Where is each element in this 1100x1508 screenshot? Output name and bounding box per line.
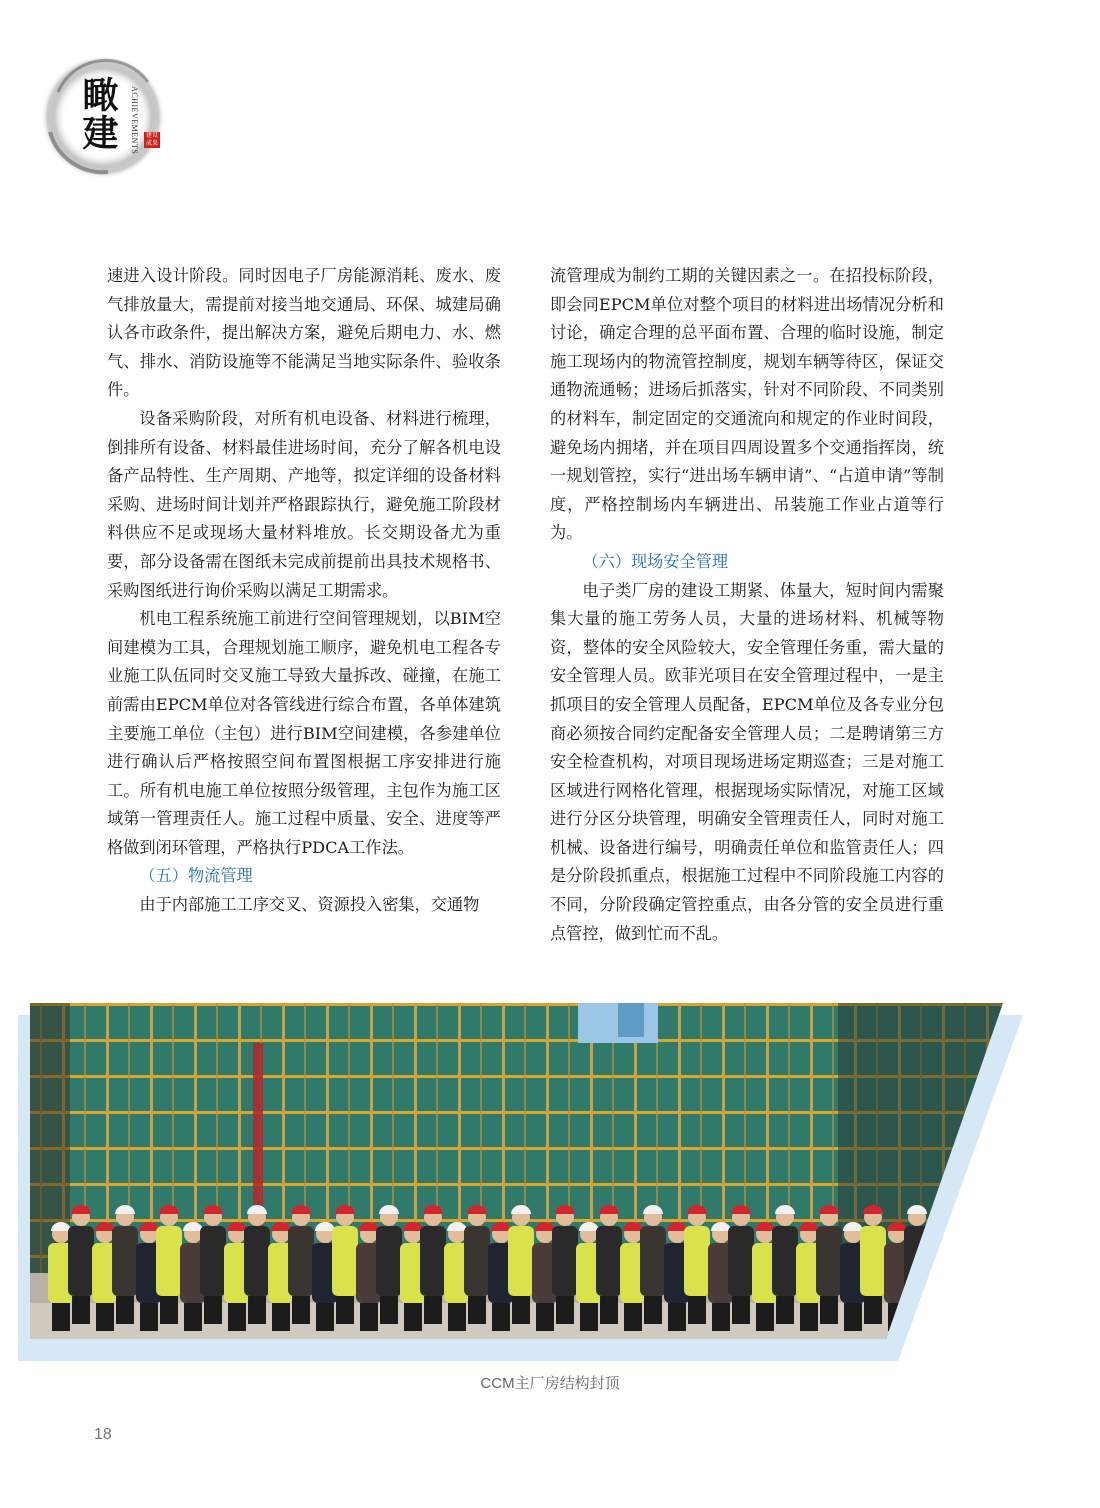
person-figure — [640, 1226, 666, 1296]
person-figure — [68, 1226, 94, 1296]
person-figure — [288, 1226, 314, 1296]
paragraph: 由于内部施工工序交叉、资源投入密集，交通物 — [139, 895, 480, 915]
right-text-column — [550, 262, 944, 948]
group-photo — [18, 1003, 1028, 1363]
section-heading: （六）现场安全管理 — [582, 551, 729, 571]
person-figure — [420, 1226, 446, 1296]
person-figure — [860, 1226, 886, 1296]
photo-caption: CCM主厂房结构封顶 — [480, 1375, 620, 1392]
person-figure — [508, 1226, 534, 1296]
paragraph: 流管理成为制约工期的关键因素之一。在招投标阶段，即会同EPCM单位对整个项目的材料进出场情况分析和讨论，确定合理的总平面布置、合理的临时设施，制定施工现场内的物流管控制度，规划车辆等待区，保证交通物流通畅；进场后抓落实，针对不同阶段、不同类别的材料车，制定固定的交通流向和规定的作业时间段，避免场内拥堵，并在项目四周设置多个交通指挥岗，统一规划管控，实行“进出场车辆申请”、“占道申请”等制度，严格控制场内车辆进出、吊装施工作业占道等行为。 — [550, 266, 944, 543]
page-number: 18 — [94, 1426, 112, 1443]
person-figure — [772, 1226, 798, 1296]
logo-seal: 建设 成果 — [145, 132, 158, 147]
logo-english: ACHIEVEMENTS — [130, 86, 139, 155]
person-figure — [728, 1226, 754, 1296]
paragraph: 电子类厂房的建设工期紧、体量大，短时间内需聚集大量的施工劳务人员，大量的进场材料、机械等物资，整体的安全风险较大，安全管理任务重，需大量的安全管理人员。欧菲光项目在安全管理过程中，一是主抓项目的安全管理人员配备，EPCM单位及各专业分包商必须按合同约定配备安全管理人员；二是聘请第三方安全检查机构，对项目现场进场定期巡查；三是对施工区域进行网格化管理，根据现场实际情况，对施工区域进行分区分块管理，明确安全管理责任人，同时对施工机械、设备进行编号，明确责任单位和监管责任人；四是分阶段抓重点，根据施工过程中不同阶段施工内容的不同，分阶段确定管控重点，由各分管的安全员进行重点管控，做到忙而不乱。 — [550, 580, 944, 943]
section-logo — [38, 52, 168, 182]
photo-block — [18, 1003, 1028, 1363]
person-figure — [816, 1226, 842, 1296]
paragraph: 设备采购阶段，对所有机电设备、材料进行梳理，倒排所有设备、材料最佳进场时间，充分了解各机电设备产品特性、生产周期、产地等，拟定详细的设备材料采购、进场时间计划并严格跟踪执行，避免施工阶段材料供应不足或现场大量材料堆放。长交期设备尤为重要，部分设备需在图纸未完成前提前出具技术规格书、采购图纸进行询价采购以满足工期需求。 — [107, 408, 501, 600]
left-text-column — [107, 262, 501, 920]
person-figure — [332, 1226, 358, 1296]
person-figure — [244, 1226, 270, 1296]
person-figure — [596, 1226, 622, 1296]
section-heading: （五）物流管理 — [139, 866, 253, 886]
person-figure — [376, 1226, 402, 1296]
logo-title: 瞰建 — [77, 76, 119, 152]
person-figure — [464, 1226, 490, 1296]
paragraph: 机电工程系统施工前进行空间管理规划，以BIM空间建模为工具，合理规划施工顺序，避免机电工程各专业施工队伍同时交叉施工导致大量拆改、碰撞，在施工前需由EPCM单位对各管线进行综合布置，各单体建筑主要施工单位（主包）进行BIM空间建模，各参建单位进行确认后严格按照空间布置图根据工序安排进行施工。所有机电施工单位按照分级管理，主包作为施工区域第一管理责任人。施工过程中质量、安全、进度等严格做到闭环管理，严格执行PDCA工作法。 — [107, 609, 501, 857]
person-figure — [684, 1226, 710, 1296]
person-figure — [552, 1226, 578, 1296]
person-figure — [156, 1226, 182, 1296]
paragraph: 速进入设计阶段。同时因电子厂房能源消耗、废水、废气排放量大，需提前对接当地交通局、环保、城建局确认各市政条件，提出解决方案，避免后期电力、水、燃气、排水、消防设施等不能满足当地实际条件、验收条件。 — [107, 266, 501, 400]
person-figure — [112, 1226, 138, 1296]
person-figure — [200, 1226, 226, 1296]
